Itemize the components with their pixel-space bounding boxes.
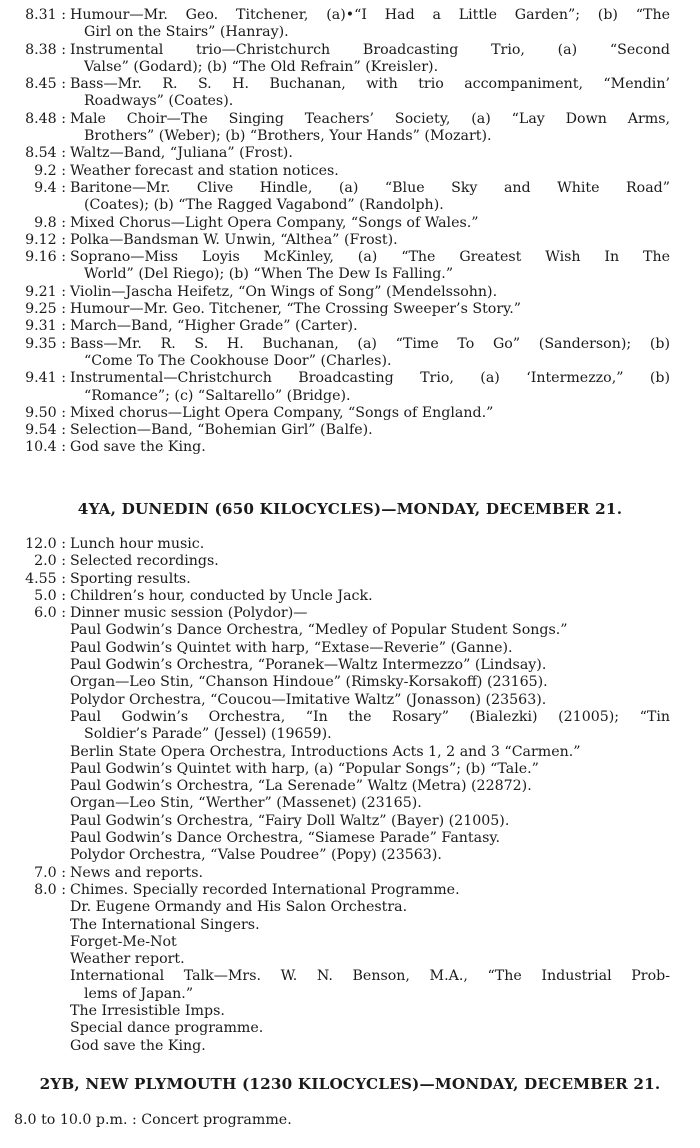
entry-text [66, 744, 700, 761]
programme-entry [0, 830, 700, 847]
entry-time: 9.41 : [25, 370, 66, 387]
dunedin-programme-list [0, 536, 700, 1055]
entry-time: 8.45 : [25, 76, 66, 93]
entry-text [66, 674, 700, 691]
programme-entry [0, 951, 700, 968]
entry-time: 9.12 : [25, 231, 66, 248]
entry-time: 12.0 : [25, 536, 66, 552]
entry-line: Weather forecast and station notices. [70, 162, 339, 179]
programme-entry [0, 284, 700, 301]
entry-text [66, 622, 700, 639]
programme-entry [0, 761, 700, 778]
programme-entry [0, 405, 700, 422]
entry-time [0, 968, 66, 1003]
programme-entry [0, 622, 700, 639]
entry-time: 2.0 : [34, 553, 66, 570]
programme-entry [0, 7, 700, 42]
programme-entry [0, 76, 700, 111]
programme-entry [0, 145, 700, 162]
entry-line: Chimes. Specially recorded International Programme. [70, 881, 460, 898]
programme-entry [0, 422, 700, 439]
entry-line: Organ—Leo Stin, “Chanson Hindoue” (Rimsky-Korsakoff) (23165). [70, 674, 548, 691]
programme-entry [0, 657, 700, 674]
entry-line: God save the King. [70, 439, 206, 456]
entry-time: 7.0 : [34, 864, 66, 881]
entry-time [0, 744, 66, 761]
programme-entry [0, 605, 700, 622]
entry-time: 10.4 : [25, 439, 66, 456]
programme-entry [0, 232, 700, 249]
entry-time [0, 622, 66, 639]
entry-time [0, 813, 66, 830]
programme-entry [0, 709, 700, 744]
programme-entry [0, 1020, 700, 1037]
programme-entry [0, 215, 700, 232]
programme-entry [0, 111, 700, 146]
entry-text [66, 284, 700, 301]
programme-entry [0, 917, 700, 934]
entry-line: Paul Godwin’s Quintet with harp, (a) “Popular Songs”; (b) “Tale.” [70, 760, 539, 777]
entry-line: Humour—Mr. Geo. Titchener, (a)•“I Had a Little Garden”; (b) “The [70, 7, 670, 23]
entry-text [66, 847, 700, 864]
entry-time: 8.31 : [25, 7, 66, 23]
entry-time [0, 1020, 66, 1037]
entry-text [66, 830, 700, 847]
entry-time: 9.54 : [25, 422, 66, 439]
entry-text [66, 145, 700, 162]
entry-line: Soldier’s Parade” (Jessel) (19659). [84, 726, 332, 743]
heading-4ya-dunedin: 4YA, DUNEDIN (650 KILOCYCLES)—MONDAY, DECEMBER 21. [77, 500, 623, 518]
programme-entry [0, 1038, 700, 1055]
entry-line: Instrumental trio—Christchurch Broadcasting Trio, (a) “Second [70, 41, 670, 58]
entry-line: Girl on the Stairs” (Hanray). [84, 24, 289, 41]
entry-time [0, 917, 66, 934]
entry-time [0, 1038, 66, 1055]
entry-line: Waltz—Band, “Juliana” (Frost). [70, 145, 293, 162]
entry-text [66, 336, 700, 371]
entry-text [66, 7, 700, 42]
entry-time: 9.8 : [34, 214, 66, 231]
entry-line: The Irresistible Imps. [70, 1003, 225, 1020]
entry-line: Special dance programme. [70, 1020, 264, 1037]
programme-entry [0, 744, 700, 761]
entry-line: News and reports. [70, 864, 204, 881]
entry-time [0, 830, 66, 847]
programme-entry [0, 370, 700, 405]
entry-line: Selection—Band, “Bohemian Girl” (Balfe). [70, 422, 373, 439]
entry-line: Children’s hour, conducted by Uncle Jack. [70, 587, 373, 604]
programme-entry [0, 795, 700, 812]
entry-text [66, 1020, 700, 1037]
entry-time [0, 899, 66, 916]
christchurch-programme-list [0, 7, 700, 457]
entry-text [66, 42, 700, 77]
programme-entry [0, 536, 700, 553]
entry-line: Baritone—Mr. Clive Hindle, (a) “Blue Sky and White Road” [70, 179, 670, 196]
entry-line: Humour—Mr. Geo. Titchener, “The Crossing Sweeper’s Story.” [70, 301, 521, 318]
entry-time: 8.0 : [34, 881, 66, 898]
entry-time: 8.54 : [25, 145, 66, 162]
entry-text [66, 111, 700, 146]
entry-text [66, 951, 700, 968]
programme-entry [0, 934, 700, 951]
entry-text [66, 813, 700, 830]
entry-text [66, 778, 700, 795]
entry-text [66, 301, 700, 318]
entry-text [66, 795, 700, 812]
programme-entry [0, 1003, 700, 1020]
programme-entry [0, 692, 700, 709]
entry-line: Paul Godwin’s Dance Orchestra, “Siamese Parade” Fantasy. [70, 830, 500, 847]
entry-text [66, 588, 700, 605]
entry-text [66, 657, 700, 674]
entry-text [66, 865, 700, 882]
programme-entry [0, 163, 700, 180]
programme-entry [0, 180, 700, 215]
entry-time [0, 795, 66, 812]
entry-text [66, 439, 700, 456]
entry-time [0, 934, 66, 951]
entry-line: Paul Godwin’s Quintet with harp, “Extase—Reverie” (Ganne). [70, 639, 513, 656]
entry-time: 9.21 : [25, 283, 66, 300]
entry-text [66, 1038, 700, 1055]
entry-text [66, 640, 700, 657]
entry-text [66, 422, 700, 439]
entry-text [66, 249, 700, 284]
entry-text [66, 553, 700, 570]
entry-time [0, 951, 66, 968]
entry-time: 9.25 : [25, 301, 66, 318]
entry-line: Paul Godwin’s Orchestra, “Fairy Doll Waltz” (Bayer) (21005). [70, 812, 510, 829]
entry-time: 8.38 : [25, 41, 66, 58]
programme-entry [0, 318, 700, 335]
programme-entry [0, 336, 700, 371]
entry-line: lems of Japan.” [84, 985, 194, 1002]
entry-line: The International Singers. [70, 916, 260, 933]
entry-line: Bass—Mr. R. S. H. Buchanan, (a) “Time To Go” (Sanderson); (b) [70, 335, 670, 352]
entry-text [66, 882, 700, 899]
entry-line: Dinner music session (Polydor)— [70, 605, 308, 622]
entry-time: 9.4 : [34, 179, 66, 196]
entry-time: 9.35 : [25, 335, 66, 352]
entry-time [0, 1003, 66, 1020]
entry-line: March—Band, “Higher Grade” (Carter). [70, 318, 358, 335]
entry-line: (Coates); (b) “The Ragged Vagabond” (Randolph). [84, 197, 444, 214]
entry-text [66, 761, 700, 778]
entry-time: 8.48 : [25, 110, 66, 127]
entry-time [0, 778, 66, 795]
entry-line: Selected recordings. [70, 553, 219, 570]
programme-entry [0, 865, 700, 882]
entry-time [0, 761, 66, 778]
entry-line: World” (Del Riego); (b) “When The Dew Is Falling.” [84, 266, 454, 283]
entry-text [66, 370, 700, 405]
entry-time: 9.16 : [25, 249, 66, 266]
entry-text [66, 215, 700, 232]
entry-line: Forget-Me-Not [70, 933, 177, 950]
heading-2yb-new-plymouth: 2YB, NEW PLYMOUTH (1230 KILOCYCLES)—MONDAY, DECEMBER 21. [39, 1075, 661, 1093]
entry-line: Paul Godwin’s Orchestra, “La Serenade” Waltz (Metra) (22872). [70, 778, 532, 795]
entry-text [66, 536, 700, 553]
entry-line: “Come To The Cookhouse Door” (Charles). [84, 352, 392, 369]
programme-entry [0, 640, 700, 657]
programme-entry [0, 588, 700, 605]
time-separator: : [127, 1112, 142, 1128]
programme-entry [0, 813, 700, 830]
entry-line: Paul Godwin’s Orchestra, “Poranek—Waltz Intermezzo” (Lindsay). [70, 657, 547, 674]
entry-text [66, 180, 700, 215]
entry-time: 8.0 to 10.0 p.m. [14, 1112, 128, 1128]
entry-line: Sporting results. [70, 570, 191, 587]
entry-line: Berlin State Opera Orchestra, Introductions Acts 1, 2 and 3 “Carmen.” [70, 743, 581, 760]
programme-entry [0, 778, 700, 795]
entry-line: Dr. Eugene Ormandy and His Salon Orchestra. [70, 899, 408, 916]
entry-time [0, 692, 66, 709]
entry-line: Instrumental—Christchurch Broadcasting Trio, (a) ‘Intermezzo,” (b) [70, 370, 670, 387]
entry-time [0, 847, 66, 864]
entry-line: Male Choir—The Singing Teachers’ Society, (a) “Lay Down Arms, [70, 110, 670, 127]
entry-text [66, 899, 700, 916]
entry-line: Lunch hour music. [70, 536, 205, 552]
entry-line: Mixed Chorus—Light Opera Company, “Songs of Wales.” [70, 214, 479, 231]
entry-text [66, 405, 700, 422]
entry-time: 6.0 : [34, 605, 66, 622]
entry-line: Polydor Orchestra, “Valse Poudree” (Popy) (23563). [70, 847, 442, 864]
entry-line: Weather report. [70, 951, 185, 968]
entry-time [0, 709, 66, 744]
entry-text [66, 232, 700, 249]
entry-line: Organ—Leo Stin, “Werther” (Massenet) (23165). [70, 795, 422, 812]
programme-entry [0, 968, 700, 1003]
entry-time: 9.31 : [25, 318, 66, 335]
entry-text [66, 605, 700, 622]
entry-time: 5.0 : [34, 587, 66, 604]
programme-entry [0, 42, 700, 77]
entry-line: Bass—Mr. R. S. H. Buchanan, with trio accompaniment, “Mendin’ [70, 76, 670, 93]
programme-entry [0, 553, 700, 570]
entry-text: Concert programme. [141, 1112, 292, 1128]
entry-text [66, 917, 700, 934]
programme-entry [0, 249, 700, 284]
entry-text [66, 318, 700, 335]
entry-line: Mixed chorus—Light Opera Company, “Songs of England.” [70, 404, 494, 421]
programme-entry [0, 899, 700, 916]
entry-line: God save the King. [70, 1037, 206, 1054]
entry-line: Valse” (Godard); (b) “The Old Refrain” (Kreisler). [84, 58, 439, 75]
entry-text [66, 692, 700, 709]
programme-entry [0, 847, 700, 864]
entry-line: Paul Godwin’s Orchestra, “In the Rosary” (Bialezki) (21005); “Tin [70, 708, 670, 725]
entry-time [0, 674, 66, 691]
programme-entry [0, 1112, 700, 1129]
entry-line: Roadways” (Coates). [84, 93, 234, 110]
entry-text [66, 709, 700, 744]
entry-text [66, 76, 700, 111]
entry-line: Soprano—Miss Loyis McKinley, (a) “The Greatest Wish In The [70, 249, 670, 266]
entry-line: “Romance”; (c) “Saltarello” (Bridge). [84, 387, 351, 404]
entry-line: Polka—Bandsman W. Unwin, “Althea” (Frost). [70, 231, 398, 248]
entry-time [0, 640, 66, 657]
entry-text [66, 968, 700, 1003]
entry-time: 9.50 : [25, 404, 66, 421]
entry-line: Brothers” (Weber); (b) “Brothers, Your Hands” (Mozart). [84, 128, 492, 145]
programme-entry [0, 882, 700, 899]
entry-text [66, 1003, 700, 1020]
entry-time: 9.2 : [34, 162, 66, 179]
entry-time: 4.55 : [25, 570, 66, 587]
entry-time [0, 657, 66, 674]
entry-text [66, 163, 700, 180]
new-plymouth-programme [0, 1112, 700, 1129]
entry-line: Paul Godwin’s Dance Orchestra, “Medley of Popular Student Songs.” [70, 622, 568, 639]
programme-entry [0, 439, 700, 456]
programme-entry [0, 674, 700, 691]
entry-text [66, 571, 700, 588]
entry-line: International Talk—Mrs. W. N. Benson, M.A., “The Industrial Prob- [70, 968, 670, 985]
entry-text [66, 934, 700, 951]
entry-line: Polydor Orchestra, “Coucou—Imitative Waltz” (Jonasson) (23563). [70, 691, 547, 708]
entry-line: Violin—Jascha Heifetz, “On Wings of Song” (Mendelssohn). [70, 283, 498, 300]
programme-entry [0, 571, 700, 588]
programme-entry [0, 301, 700, 318]
